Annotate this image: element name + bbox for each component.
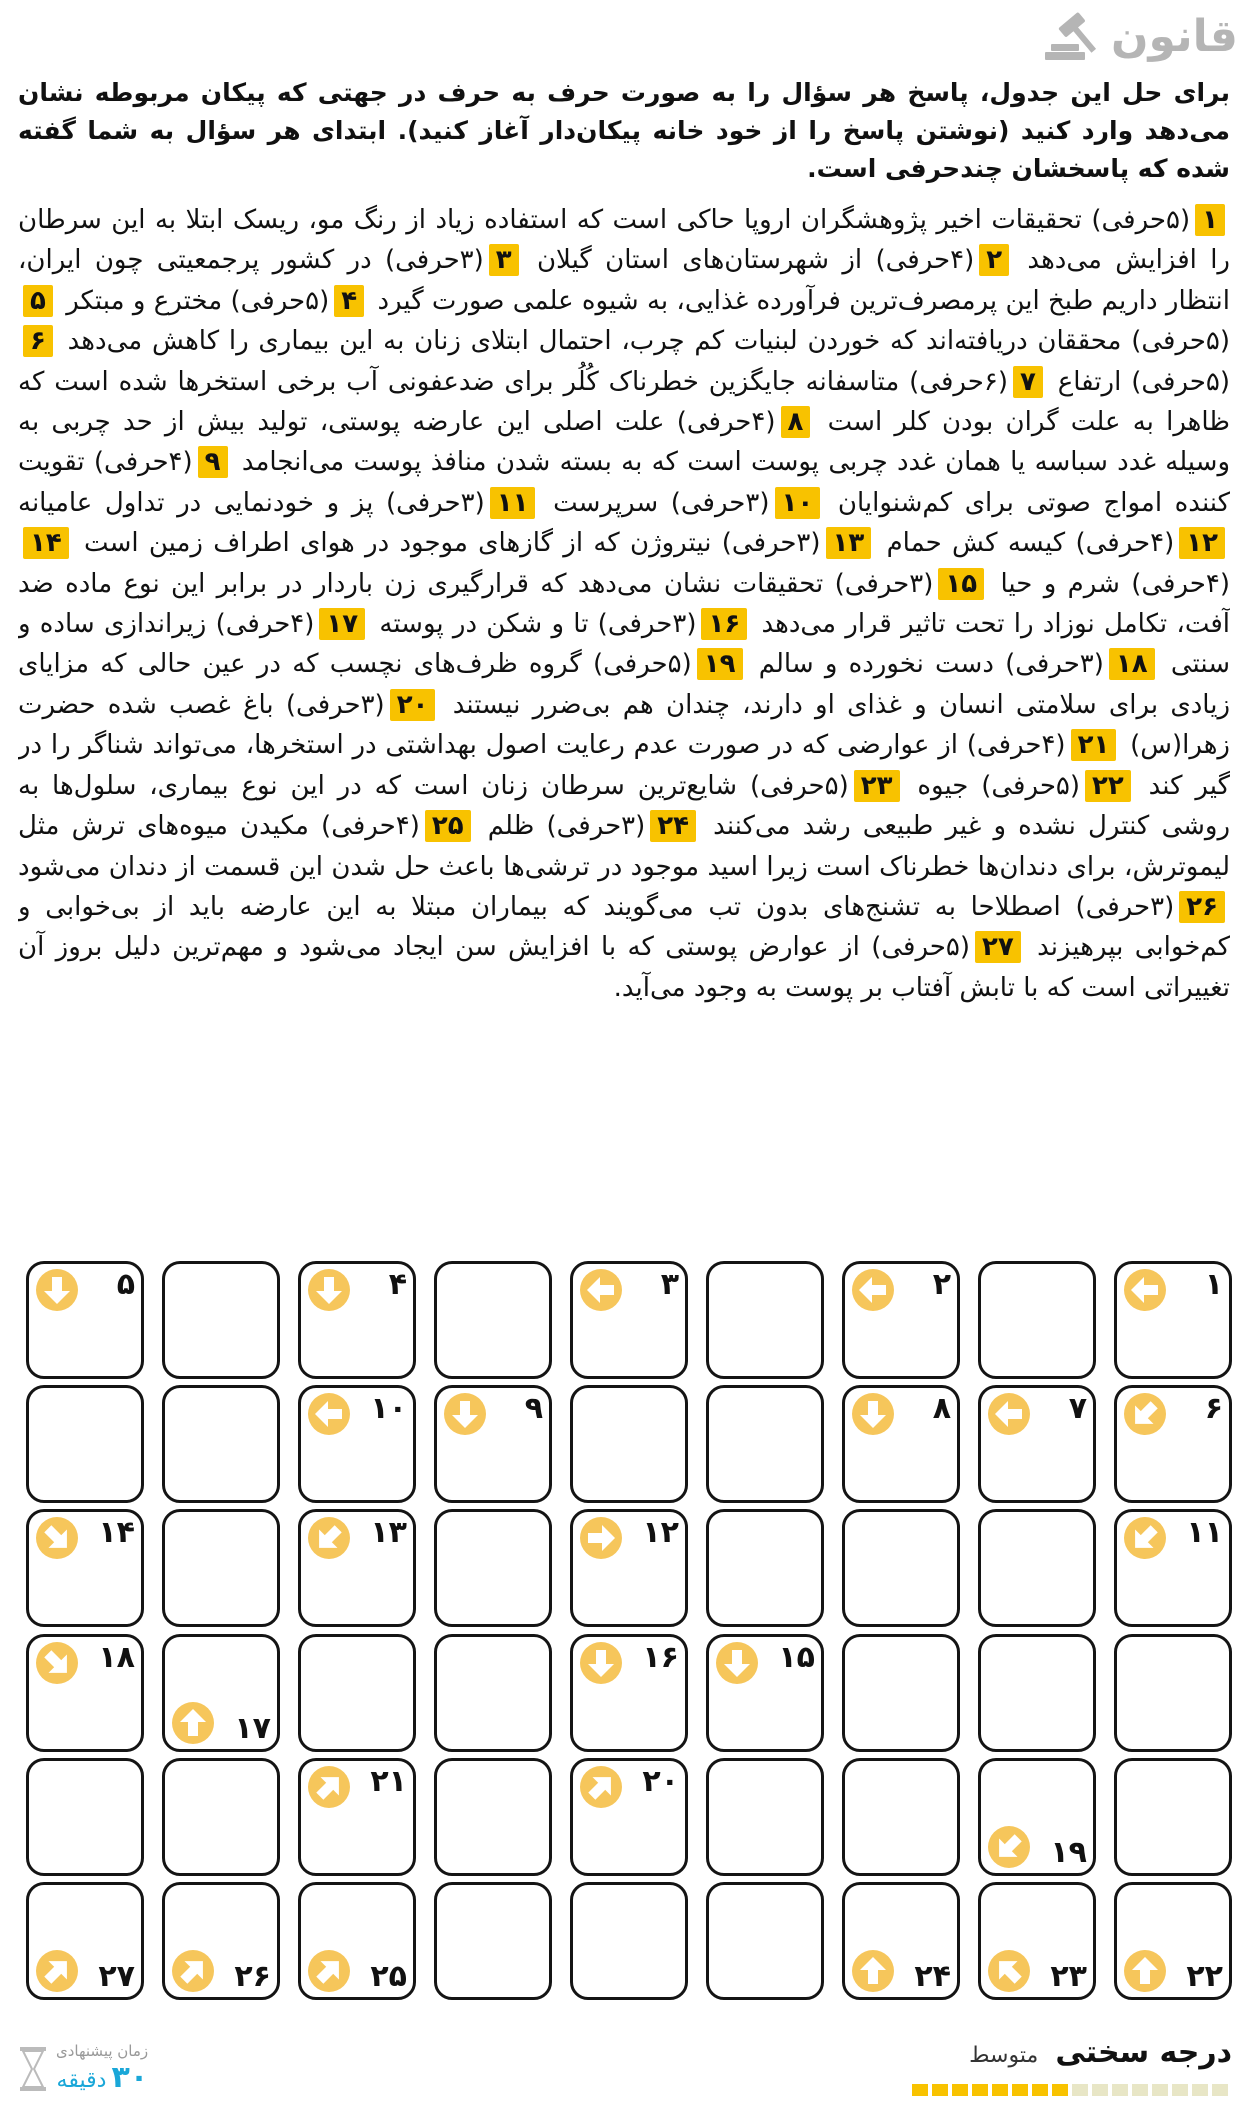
grid-cell[interactable] [570,1634,688,1752]
grid-cell[interactable] [570,1261,688,1379]
time-value: ۳۰ [111,2060,149,2095]
direction-arrow-icon [987,1392,1031,1436]
clue-text: (۳حرفی) تحقیقات نشان می‌دهد که قرارگیری زن باردار در برابر این نوع ماده ضد آفت، تکامل نوزاد را تحت تاثیر قرار می‌دهد [18,568,1230,640]
grid-cell[interactable] [298,1634,416,1752]
clue-item [18,488,540,518]
clue-number: ۲۴ [650,810,696,842]
difficulty-label: درجه سختی [1055,2035,1232,2070]
difficulty-panel [912,2035,1232,2096]
direction-arrow-icon [35,1949,79,1993]
clue-text: (۳حرفی) نیتروژن که از گازهای موجود در هوای اطراف زمین است [73,528,821,559]
grid-cell[interactable] [298,1758,416,1876]
cell-number: ۲۶ [234,1958,271,1994]
clue-text: (۴حرفی) تقویت کننده امواج صوتی برای کم‌شنوایان [18,447,1230,518]
grid-cell[interactable] [26,1261,144,1379]
cell-number: ۲۷ [98,1958,135,1994]
grid-cell[interactable] [298,1882,416,2000]
grid-cell[interactable] [1114,1385,1232,1503]
clue-text: (۵حرفی) تحقیقات اخیر پژوهشگران اروپا حاکی است که استفاده زیاد از رنگ مو، ریسک ابتلا به این سرطان را افزایش می‌دهد [18,205,1230,276]
direction-arrow-icon [35,1268,79,1312]
direction-arrow-icon [1123,1949,1167,1993]
grid-cell[interactable] [570,1509,688,1627]
grid-cell[interactable] [162,1261,280,1379]
clue-number: ۱۷ [319,608,365,640]
clue-number: ۱۱ [490,487,536,519]
direction-arrow-icon [307,1949,351,1993]
grid-cell[interactable] [842,1882,960,2000]
grid-cell[interactable] [1114,1261,1232,1379]
grid-cell[interactable] [706,1509,824,1627]
grid-cell[interactable] [162,1634,280,1752]
cell-number: ۱۶ [642,1639,679,1675]
grid-cell[interactable] [706,1261,824,1379]
difficulty-segment [1172,2084,1188,2096]
direction-arrow-icon [579,1641,623,1685]
cell-number: ۴ [388,1267,407,1303]
clue-text: (۵حرفی) شایع‌ترین سرطان زنان است که در این نوع بیماری، سلول‌ها به روشی کنترل نشده و غیر طبیعی رشد می‌کنند [18,770,1230,842]
clue-item [540,488,825,518]
clue-text: (۳حرفی) در کشور پرجمعیتی چون ایران، انتظار داریم طبخ این پرمصرف‌ترین فرآورده غذایی، به شیوه علمی صورت گیرد [18,245,1230,316]
clue-number: ۱۵ [938,568,984,600]
grid-cell[interactable] [978,1758,1096,1876]
clue-text: (۵حرفی) محققان دریافته‌اند که خوردن لبنیات کم چرب، احتمال ابتلای زنان به این بیماری را کاهش می‌دهد [57,326,1230,357]
logo-text: قانون [1111,10,1238,62]
cell-number: ۶ [1204,1391,1223,1427]
grid-cell[interactable] [434,1882,552,2000]
direction-arrow-icon [851,1392,895,1436]
cell-number: ۱ [1204,1267,1223,1303]
direction-arrow-icon [443,1392,487,1436]
direction-arrow-icon [715,1641,759,1685]
cell-number: ۲۰ [642,1763,679,1799]
cell-number: ۲۵ [370,1958,407,1994]
clue-number: ۲۲ [1085,770,1131,802]
clue-text: (۳حرفی) پز و خودنمایی در تداول عامیانه [18,487,485,518]
difficulty-segment [1012,2084,1028,2096]
cell-number: ۲ [932,1267,951,1303]
clue-item [876,528,1230,558]
cell-number: ۳ [660,1267,679,1303]
grid-cell[interactable] [706,1882,824,2000]
clue-number: ۳ [489,244,519,276]
grid-cell[interactable] [162,1385,280,1503]
direction-arrow-icon [1123,1516,1167,1560]
clue-list [18,200,1230,1215]
grid-cell[interactable] [978,1882,1096,2000]
grid-cell[interactable] [162,1758,280,1876]
clue-item [905,771,1136,801]
grid-cell[interactable] [978,1261,1096,1379]
clue-number: ۵ [23,285,53,317]
direction-arrow-icon [307,1392,351,1436]
clue-text: (۳حرفی) تا و شکن در پوسته [370,609,697,640]
grid-cell[interactable] [1114,1882,1232,2000]
direction-arrow-icon [1123,1268,1167,1312]
difficulty-segment [952,2084,968,2096]
suggested-time [18,2042,148,2095]
cell-number: ۲۲ [1186,1958,1223,1994]
gavel-icon [1039,8,1101,64]
grid-cell[interactable] [570,1385,688,1503]
direction-arrow-icon [851,1949,895,1993]
grid-cell[interactable] [978,1634,1096,1752]
clue-text: (۶حرفی) متاسفانه جایگزین خطرناک کُلُر برای ضدعفونی آب برخی استخرها شده است که ظاهرا به علت گران بودن کلر است [18,366,1230,438]
difficulty-segment [1192,2084,1208,2096]
cell-number: ۵ [116,1267,135,1303]
cell-number: ۱۱ [1186,1515,1223,1551]
clue-number: ۲۶ [1179,891,1225,923]
clue-number: ۶ [23,325,53,357]
grid-cell[interactable] [842,1758,960,1876]
grid-cell[interactable] [434,1634,552,1752]
clue-text: (۴حرفی) زیراندازی ساده و سنتی [18,609,1230,680]
clue-text: (۵حرفی) از عوارض پوستی که با افزایش سن ایجاد می‌شود و مهم‌ترین دلیل بروز آن تغییراتی است که با تابش آفتاب بر پوست به وجود می‌آید. [18,932,1230,1003]
difficulty-segment [912,2084,928,2096]
grid-cell[interactable] [298,1261,416,1379]
grid-cell[interactable] [162,1509,280,1627]
clue-number: ۱ [1195,204,1225,236]
logo [1039,8,1238,64]
grid-cell[interactable] [842,1509,960,1627]
time-unit: دقیقه [56,2068,107,2093]
grid-cell[interactable] [434,1509,552,1627]
direction-arrow-icon [987,1825,1031,1869]
difficulty-segment [1112,2084,1128,2096]
clue-number: ۴ [334,285,364,317]
difficulty-segment [1072,2084,1088,2096]
cell-number: ۱۵ [778,1639,815,1675]
direction-arrow-icon [35,1516,79,1560]
grid-cell[interactable] [434,1758,552,1876]
grid-cell[interactable] [26,1634,144,1752]
clue-text: (۳حرفی) سرپرست [540,487,770,518]
clue-item [476,811,701,841]
direction-arrow-icon [851,1268,895,1312]
cell-number: ۹ [524,1391,543,1427]
clue-text: (۵حرفی) گروه ظرف‌های نچسب که در عین حالی که مزایای زیادی برای سلامتی انسان و غذای او دارند، چندان هم بی‌ضرر نیستند [18,649,1230,720]
grid-cell[interactable] [434,1385,552,1503]
grid-cell[interactable] [298,1385,416,1503]
clue-text: (۴حرفی) علت اصلی این عارضه پوستی، تولید بیش از حد چربی به وسیله غدد سباسه یا همان غدد چربی پوست است که به بسته شدن منافذ پوست می‌انجامد [18,407,1230,478]
clue-item [58,286,369,316]
clue-number: ۱۶ [701,608,747,640]
grid-cell[interactable] [706,1634,824,1752]
direction-arrow-icon [579,1268,623,1312]
grid-cell[interactable] [706,1385,824,1503]
cell-number: ۲۱ [370,1763,407,1799]
clue-text: (۵حرفی) ارتفاع [1047,366,1230,397]
grid-cell[interactable] [26,1385,144,1503]
difficulty-segment [1052,2084,1068,2096]
difficulty-segment [992,2084,1008,2096]
direction-arrow-icon [307,1516,351,1560]
clue-text: (۴حرفی) از شهرستان‌های استان گیلان [523,245,975,276]
grid-cell[interactable] [1114,1758,1232,1876]
direction-arrow-icon [579,1516,623,1560]
clue-text: (۴حرفی) مکیدن میوه‌های ترش مثل لیموترش، برای دندان‌ها خطرناک است زیرا اسید موجود در ترشی‌ها باعث حل شدن این قسمت از دندان می‌شود [18,811,1230,882]
direction-arrow-icon [171,1949,215,1993]
clue-item [370,609,752,639]
clue-number: ۲۷ [975,931,1021,963]
grid-cell[interactable] [162,1882,280,2000]
clue-number: ۷ [1013,366,1043,398]
clue-item [524,245,1014,275]
grid-cell[interactable] [26,1758,144,1876]
clue-number: ۸ [781,406,811,438]
clue-text: (۴حرفی) از عوارضی که در صورت عدم رعایت اصول بهداشتی در استخرها، می‌تواند شناگر را در گیر کند [18,730,1230,801]
clue-text: (۴حرفی) کیسه کش حمام [876,528,1175,559]
clue-number: ۱۳ [826,527,872,559]
direction-arrow-icon [579,1765,623,1809]
clue-text: (۳حرفی) دست نخورده و سالم [747,649,1104,680]
grid-cell[interactable] [706,1758,824,1876]
direction-arrow-icon [307,1765,351,1809]
clue-text: (۵حرفی) مخترع و مبتکر [57,285,330,316]
cell-number: ۱۴ [98,1515,135,1551]
clue-number: ۱۲ [1179,527,1225,559]
cell-number: ۸ [932,1391,951,1427]
grid-cell[interactable] [978,1509,1096,1627]
direction-arrow-icon [171,1701,215,1745]
grid-cell[interactable] [978,1385,1096,1503]
grid-cell[interactable] [434,1261,552,1379]
clue-number: ۲۱ [1071,729,1117,761]
instructions: برای حل این جدول، پاسخ هر سؤال را به صورت حرف به حرف در جهتی که پیکان مربوطه نشان می‌دهد وارد کنید (نوشتن پاسخ را از خود خانه پیکان‌دار آغاز کنید). ابتدای هر سؤال به شما گفته شده که پاسخشان چندحرفی است. [18,78,1230,183]
grid-cell[interactable] [842,1261,960,1379]
grid-cell[interactable] [298,1509,416,1627]
difficulty-segment [1092,2084,1108,2096]
grid-cell[interactable] [26,1509,144,1627]
cell-number: ۷ [1068,1391,1087,1427]
cell-number: ۱۸ [98,1639,135,1675]
grid-cell[interactable] [842,1385,960,1503]
cell-number: ۱۰ [370,1391,407,1427]
grid-cell[interactable] [26,1882,144,2000]
grid-cell[interactable] [1114,1634,1232,1752]
cell-number: ۱۷ [234,1710,271,1746]
clue-number: ۲ [979,244,1009,276]
cell-number: ۱۳ [370,1515,407,1551]
direction-arrow-icon [987,1949,1031,1993]
difficulty-segment [1132,2084,1148,2096]
direction-arrow-icon [1123,1392,1167,1436]
clue-number: ۱۰ [775,487,821,519]
clue-text: (۳حرفی) باغ غصب شده حضرت زهرا(س) [18,689,1230,761]
difficulty-bar [912,2084,1232,2096]
clue-text: (۵حرفی) جیوه [904,770,1081,801]
difficulty-segment [972,2084,988,2096]
clue-item [74,528,877,558]
difficulty-value: متوسط [969,2043,1039,2068]
clue-number: ۲۳ [854,770,900,802]
grid-cell[interactable] [570,1882,688,2000]
grid-cell[interactable] [570,1758,688,1876]
difficulty-segment [1032,2084,1048,2096]
difficulty-segment [1152,2084,1168,2096]
grid-cell[interactable] [1114,1509,1232,1627]
clue-number: ۲۵ [425,810,471,842]
cell-number: ۲۳ [1050,1958,1087,1994]
clue-number: ۱۹ [697,648,743,680]
clue-text: (۳حرفی) اصطلاحا به تشنج‌های بدون تب می‌گویند که بیماران مبتلا به این عارضه باید از بی‌خوابی و کم‌خوابی بپرهیزند [18,891,1230,963]
clue-item [748,649,1160,679]
cell-number: ۱۹ [1050,1834,1087,1870]
clue-number: ۱۸ [1109,648,1155,680]
clue-number: ۱۴ [23,527,69,559]
difficulty-segment [932,2084,948,2096]
grid-cell[interactable] [842,1634,960,1752]
crossword-grid [17,1258,1241,2003]
clue-text: (۴حرفی) شرم و حیا [989,568,1230,599]
time-label: زمان پیشنهادی [56,2042,149,2060]
direction-arrow-icon [35,1641,79,1685]
clue-text: (۳حرفی) ظلم [475,811,646,842]
clue-number: ۹ [198,446,228,478]
hourglass-icon [18,2046,48,2092]
clue-number: ۲۰ [390,689,436,721]
direction-arrow-icon [307,1268,351,1312]
difficulty-segment [1212,2084,1228,2096]
cell-number: ۱۲ [642,1515,679,1551]
cell-number: ۲۴ [914,1958,951,1994]
